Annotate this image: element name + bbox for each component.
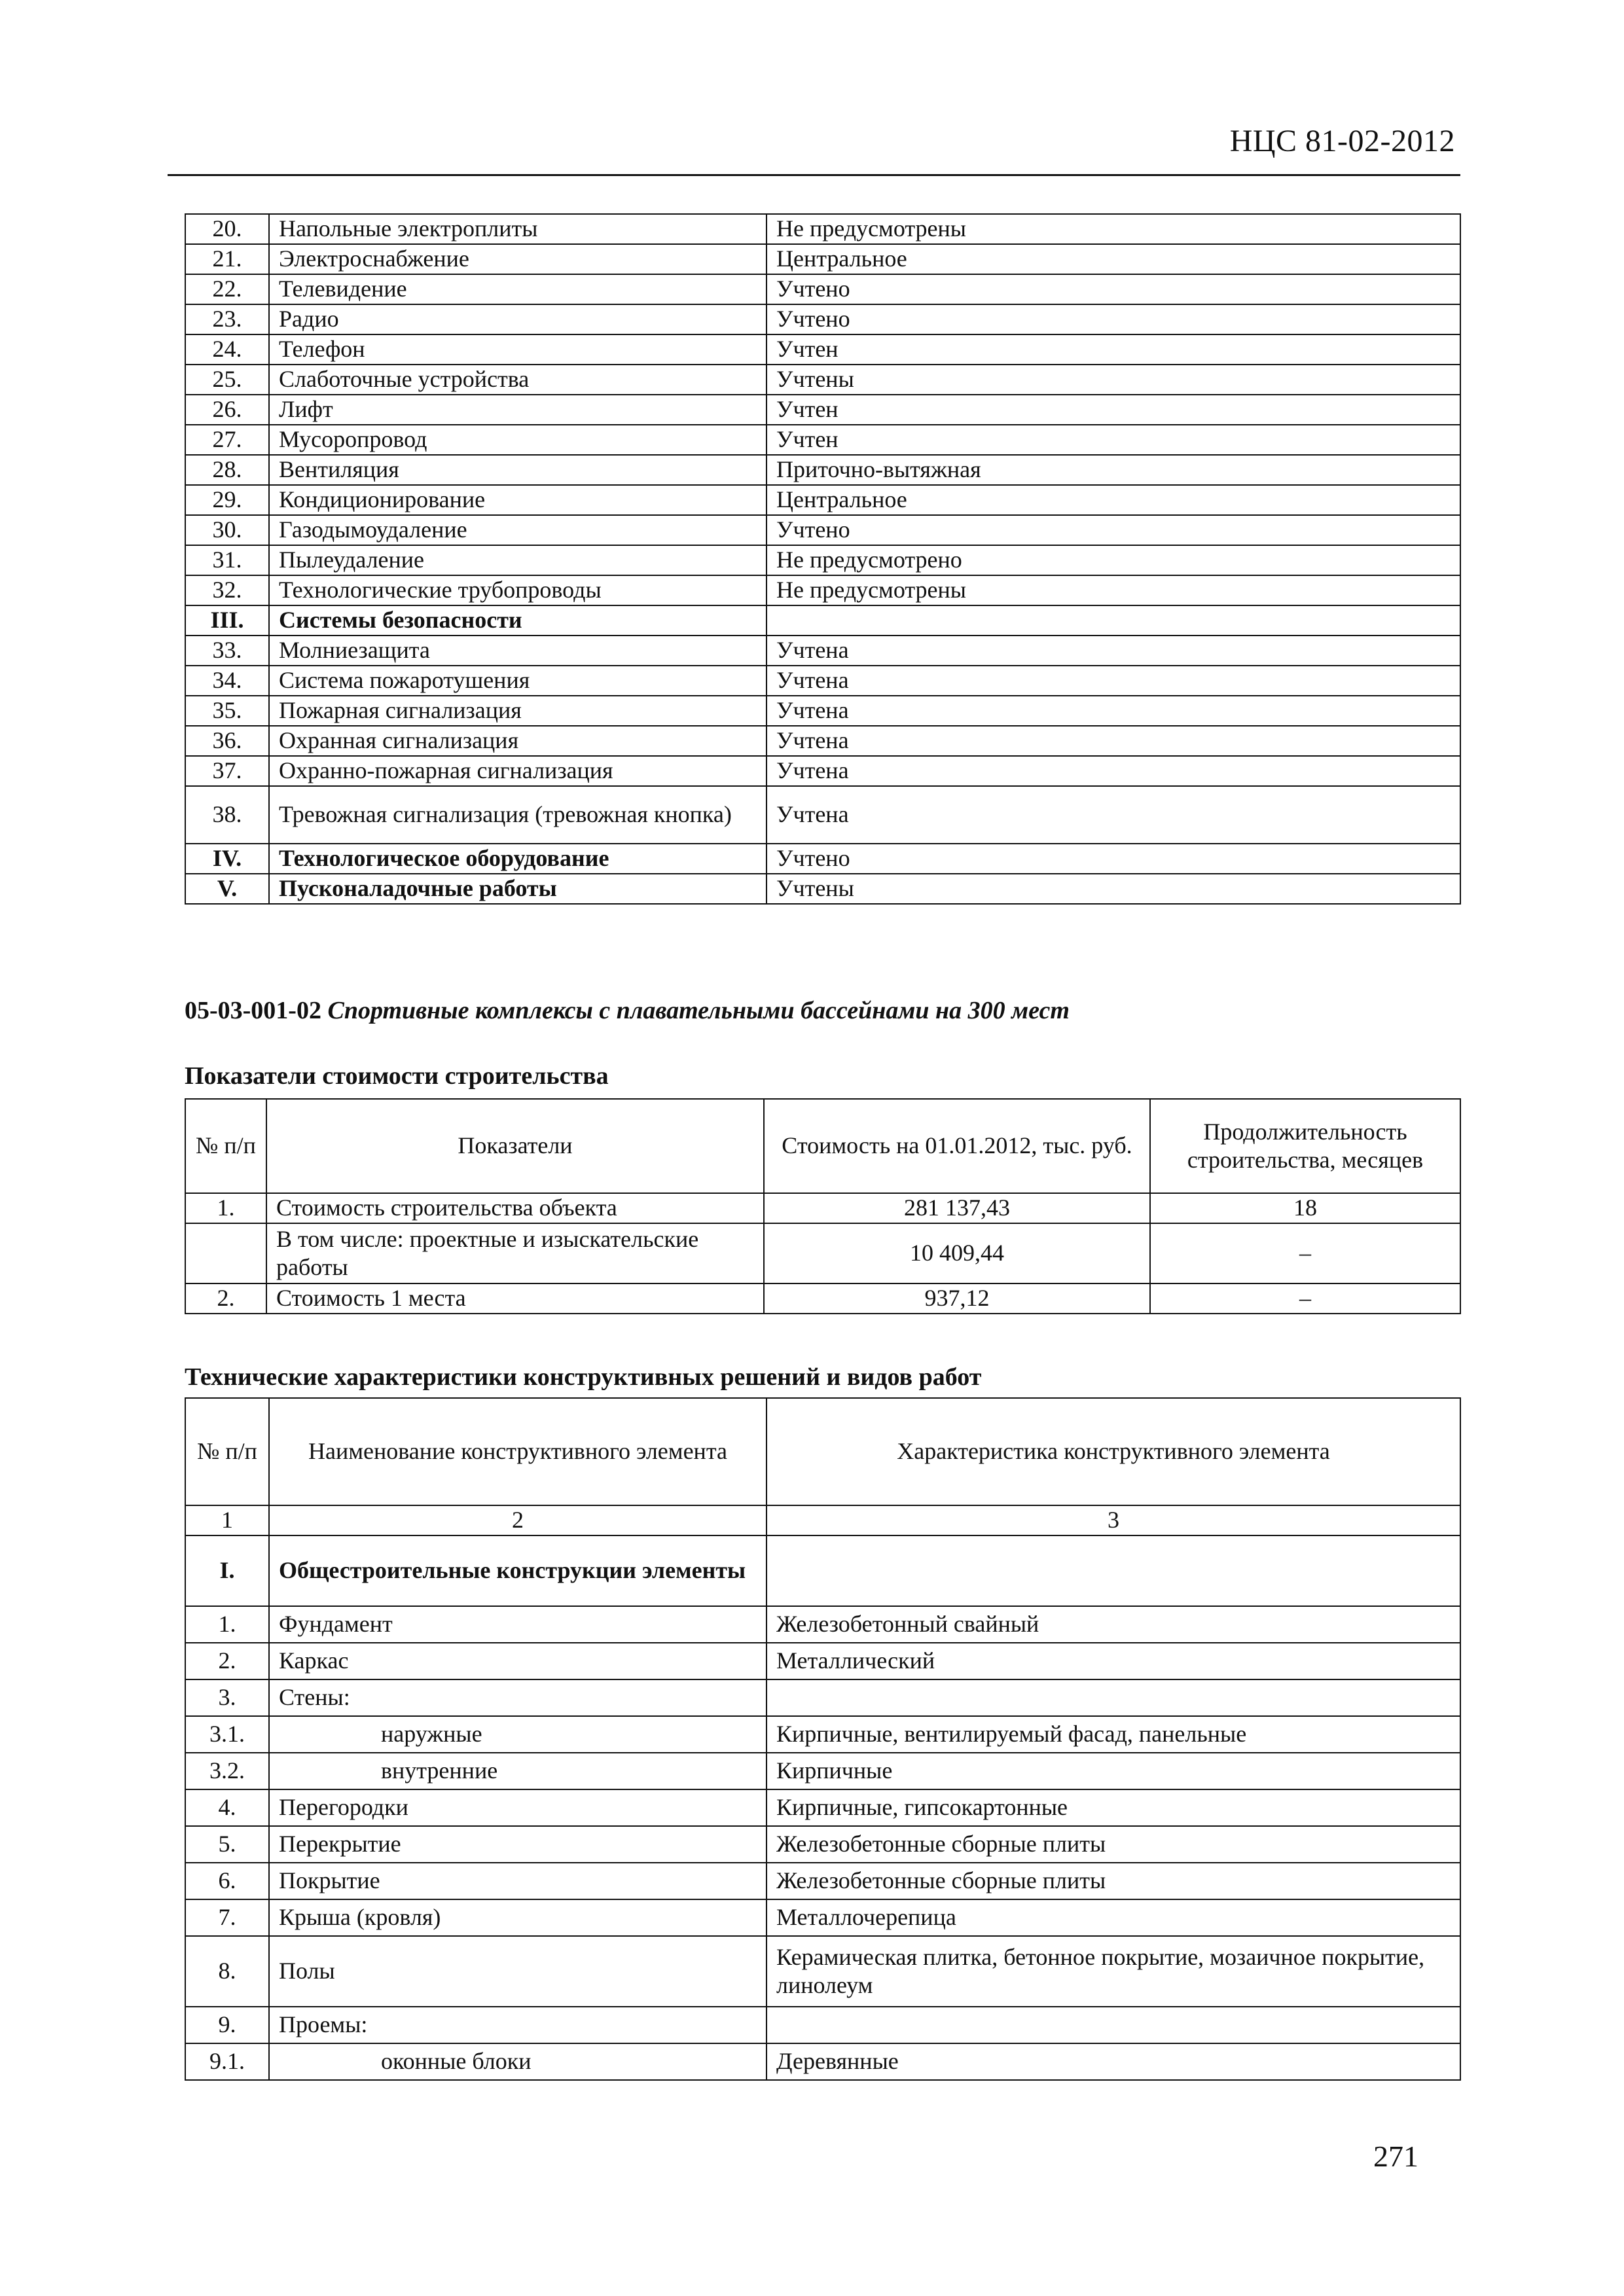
- row-value: Учтены: [767, 365, 1460, 395]
- row-value: Учтено: [767, 274, 1460, 304]
- row-number: 1.: [185, 1193, 266, 1223]
- row-value: Металлочерепица: [767, 1899, 1460, 1936]
- tech-header-characteristic: Характеристика конструктивного элемента: [767, 1398, 1460, 1505]
- table-row: [185, 395, 1460, 425]
- table-row: [185, 1679, 1460, 1716]
- row-name: Пылеудаление: [269, 545, 767, 575]
- row-name: Лифт: [269, 395, 767, 425]
- row-name: Мусоропровод: [269, 425, 767, 455]
- table-row: [185, 485, 1460, 515]
- row-name: Вентиляция: [269, 455, 767, 485]
- column-number: 1: [185, 1505, 269, 1535]
- systems-table: [185, 213, 1461, 905]
- row-value: Железобетонные сборные плиты: [767, 1863, 1460, 1899]
- row-name: оконные блоки: [269, 2043, 767, 2080]
- row-number: 24.: [185, 334, 269, 365]
- row-number: [185, 1223, 266, 1283]
- row-value: [767, 1679, 1460, 1716]
- row-number: 1.: [185, 1606, 269, 1643]
- section-name: Спортивные комплексы с плавательными бассейнами на 300 мест: [327, 997, 1070, 1024]
- table-row: [185, 304, 1460, 334]
- row-value: Кирпичные: [767, 1753, 1460, 1789]
- row-value: Учтена: [767, 756, 1460, 786]
- row-number: 31.: [185, 545, 269, 575]
- page-number: 271: [1373, 2140, 1418, 2173]
- row-number: 33.: [185, 636, 269, 666]
- row-number: 20.: [185, 214, 269, 244]
- row-number: 8.: [185, 1936, 269, 2007]
- table-row: [185, 515, 1460, 545]
- row-name: наружные: [269, 1716, 767, 1753]
- table-row: [185, 1789, 1460, 1826]
- row-number: 34.: [185, 666, 269, 696]
- row-name: Телефон: [269, 334, 767, 365]
- table-row: [185, 874, 1460, 904]
- row-name: Покрытие: [269, 1863, 767, 1899]
- row-number: 9.: [185, 2007, 269, 2043]
- row-value: Учтено: [767, 304, 1460, 334]
- table-row: [185, 1283, 1460, 1314]
- row-number: 2.: [185, 1643, 269, 1679]
- row-value: Деревянные: [767, 2043, 1460, 2080]
- row-value: Центральное: [767, 485, 1460, 515]
- table-row: [185, 1716, 1460, 1753]
- row-value: Центральное: [767, 244, 1460, 274]
- cost-table: [185, 1098, 1461, 1314]
- row-number: 3.2.: [185, 1753, 269, 1789]
- table-row: [185, 666, 1460, 696]
- table-row: [185, 425, 1460, 455]
- header-rule: [168, 174, 1460, 176]
- row-name: Перекрытие: [269, 1826, 767, 1863]
- row-value: Учтена: [767, 696, 1460, 726]
- table-row: [185, 1899, 1460, 1936]
- tech-table-column-numbers: [185, 1505, 1460, 1535]
- row-name: Перегородки: [269, 1789, 767, 1826]
- row-name: Стоимость 1 места: [266, 1283, 764, 1314]
- row-name: Система пожаротушения: [269, 666, 767, 696]
- row-number: 26.: [185, 395, 269, 425]
- row-number: 22.: [185, 274, 269, 304]
- tech-header-num: № п/п: [185, 1398, 269, 1505]
- row-name: Телевидение: [269, 274, 767, 304]
- table-row: [185, 575, 1460, 605]
- table-row: [185, 1936, 1460, 2007]
- row-name: Пусконаладочные работы: [269, 874, 767, 904]
- row-value: Учтено: [767, 844, 1460, 874]
- table-row: [185, 244, 1460, 274]
- row-value: Не предусмотрены: [767, 575, 1460, 605]
- row-name: Технологические трубопроводы: [269, 575, 767, 605]
- table-row: [185, 365, 1460, 395]
- row-number: 38.: [185, 786, 269, 844]
- table-row: [185, 696, 1460, 726]
- table-row: [185, 455, 1460, 485]
- table-row: [185, 1606, 1460, 1643]
- row-name: Полы: [269, 1936, 767, 2007]
- row-value: Учтены: [767, 874, 1460, 904]
- table-row: [185, 1193, 1460, 1223]
- row-number: IV.: [185, 844, 269, 874]
- row-value: Учтена: [767, 666, 1460, 696]
- row-name: Напольные электроплиты: [269, 214, 767, 244]
- row-value: Учтена: [767, 786, 1460, 844]
- row-value: Металлический: [767, 1643, 1460, 1679]
- table-row: [185, 786, 1460, 844]
- row-name: Радио: [269, 304, 767, 334]
- row-value: Учтен: [767, 334, 1460, 365]
- row-name: Стены:: [269, 1679, 767, 1716]
- row-name: Охранная сигнализация: [269, 726, 767, 756]
- row-number: 37.: [185, 756, 269, 786]
- row-value: [767, 605, 1460, 636]
- row-name: Газодымоудаление: [269, 515, 767, 545]
- cost-header-num: № п/п: [185, 1099, 266, 1193]
- document-code-header: НЦС 81-02-2012: [1229, 124, 1455, 158]
- row-name: Проемы:: [269, 2007, 767, 2043]
- table-row: [185, 214, 1460, 244]
- row-duration: –: [1150, 1223, 1460, 1283]
- row-name: Системы безопасности: [269, 605, 767, 636]
- cost-table-heading: Показатели стоимости строительства: [185, 1062, 609, 1090]
- row-number: 2.: [185, 1283, 266, 1314]
- row-value: Учтена: [767, 726, 1460, 756]
- row-cost: 10 409,44: [764, 1223, 1150, 1283]
- row-number: 3.1.: [185, 1716, 269, 1753]
- row-number: 21.: [185, 244, 269, 274]
- row-number: 36.: [185, 726, 269, 756]
- row-name: Крыша (кровля): [269, 1899, 767, 1936]
- row-number: 7.: [185, 1899, 269, 1936]
- row-number: 4.: [185, 1789, 269, 1826]
- cost-header-cost: Стоимость на 01.01.2012, тыс. руб.: [764, 1099, 1150, 1193]
- row-number: 5.: [185, 1826, 269, 1863]
- table-row: [185, 1535, 1460, 1606]
- row-number: 3.: [185, 1679, 269, 1716]
- table-row: [185, 844, 1460, 874]
- row-number: III.: [185, 605, 269, 636]
- row-name: Электроснабжение: [269, 244, 767, 274]
- section-code: 05-03-001-02: [185, 997, 321, 1024]
- row-value: Учтен: [767, 425, 1460, 455]
- row-name: Общестроительные конструкции элементы: [269, 1535, 767, 1606]
- cost-table-header-row: [185, 1099, 1460, 1193]
- row-name: Пожарная сигнализация: [269, 696, 767, 726]
- row-number: 25.: [185, 365, 269, 395]
- row-number: V.: [185, 874, 269, 904]
- tech-header-element: Наименование конструктивного элемента: [269, 1398, 767, 1505]
- table-row: [185, 1753, 1460, 1789]
- row-name: В том числе: проектные и изыскательские работы: [266, 1223, 764, 1283]
- cost-header-indicator: Показатели: [266, 1099, 764, 1193]
- row-name: Молниезащита: [269, 636, 767, 666]
- table-row: [185, 1223, 1460, 1283]
- column-number: 3: [767, 1505, 1460, 1535]
- row-name: Фундамент: [269, 1606, 767, 1643]
- row-name: Каркас: [269, 1643, 767, 1679]
- table-row: [185, 726, 1460, 756]
- row-number: I.: [185, 1535, 269, 1606]
- column-number: 2: [269, 1505, 767, 1535]
- row-number: 27.: [185, 425, 269, 455]
- table-row: [185, 2007, 1460, 2043]
- tech-table-header-row: [185, 1398, 1460, 1505]
- row-name: Тревожная сигнализация (тревожная кнопка): [269, 786, 767, 844]
- row-value: Не предусмотрено: [767, 545, 1460, 575]
- table-row: [185, 1643, 1460, 1679]
- row-name: Охранно-пожарная сигнализация: [269, 756, 767, 786]
- table-row: [185, 545, 1460, 575]
- row-value: Железобетонный свайный: [767, 1606, 1460, 1643]
- section-title: [185, 996, 1070, 1025]
- table-row: [185, 605, 1460, 636]
- row-number: 6.: [185, 1863, 269, 1899]
- row-cost: 937,12: [764, 1283, 1150, 1314]
- row-value: [767, 2007, 1460, 2043]
- row-value: Не предусмотрены: [767, 214, 1460, 244]
- row-number: 30.: [185, 515, 269, 545]
- table-row: [185, 2043, 1460, 2080]
- row-value: Приточно-вытяжная: [767, 455, 1460, 485]
- row-cost: 281 137,43: [764, 1193, 1150, 1223]
- row-number: 35.: [185, 696, 269, 726]
- table-row: [185, 274, 1460, 304]
- table-row: [185, 756, 1460, 786]
- row-value: Железобетонные сборные плиты: [767, 1826, 1460, 1863]
- row-value: Кирпичные, вентилируемый фасад, панельные: [767, 1716, 1460, 1753]
- row-number: 9.1.: [185, 2043, 269, 2080]
- row-number: 23.: [185, 304, 269, 334]
- row-number: 28.: [185, 455, 269, 485]
- row-value: [767, 1535, 1460, 1606]
- row-value: Учтен: [767, 395, 1460, 425]
- row-name: Слаботочные устройства: [269, 365, 767, 395]
- table-row: [185, 1863, 1460, 1899]
- row-name: Технологическое оборудование: [269, 844, 767, 874]
- row-value: Учтено: [767, 515, 1460, 545]
- table-row: [185, 334, 1460, 365]
- row-value: Керамическая плитка, бетонное покрытие, мозаичное покрытие, линолеум: [767, 1936, 1460, 2007]
- cost-header-duration: Продолжительность строительства, месяцев: [1150, 1099, 1460, 1193]
- row-duration: 18: [1150, 1193, 1460, 1223]
- row-name: Кондиционирование: [269, 485, 767, 515]
- tech-table-heading: Технические характеристики конструктивных решений и видов работ: [185, 1363, 982, 1391]
- row-number: 32.: [185, 575, 269, 605]
- tech-table: [185, 1397, 1461, 2081]
- row-name: Стоимость строительства объекта: [266, 1193, 764, 1223]
- row-duration: –: [1150, 1283, 1460, 1314]
- row-number: 29.: [185, 485, 269, 515]
- row-value: Кирпичные, гипсокартонные: [767, 1789, 1460, 1826]
- table-row: [185, 636, 1460, 666]
- table-row: [185, 1826, 1460, 1863]
- row-name: внутренние: [269, 1753, 767, 1789]
- row-value: Учтена: [767, 636, 1460, 666]
